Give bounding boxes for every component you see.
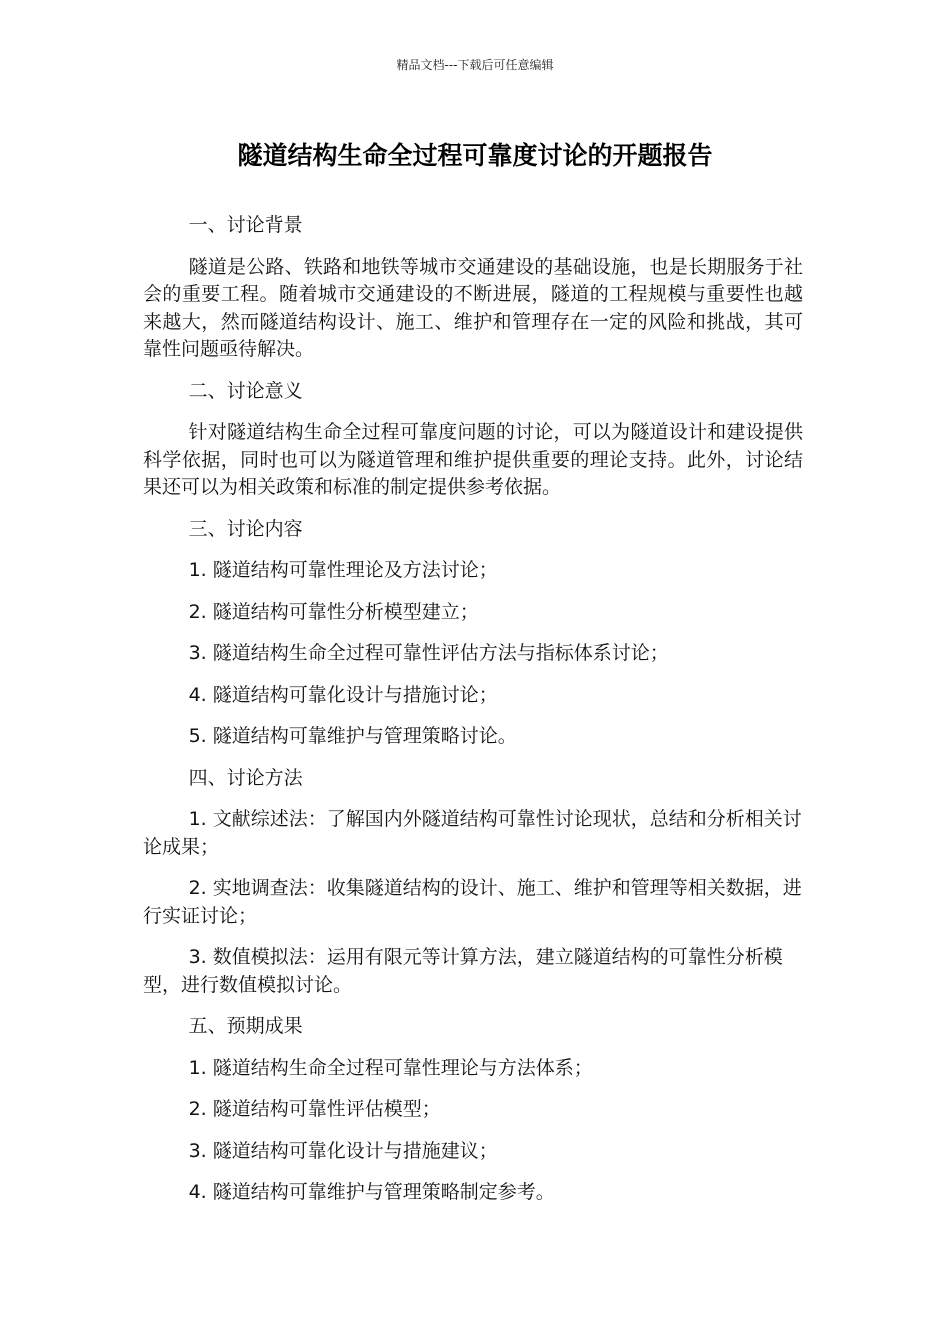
body-paragraph: 针对隧道结构生命全过程可靠度问题的讨论，可以为隧道设计和建设提供科学依据，同时也可以为隧道管理和维护提供重要的理论支持。此外，讨论结果还可以为相关政策和标准的制定提供参考依据。 bbox=[143, 421, 803, 498]
list-item: 3. 数值模拟法：运用有限元等计算方法，建立隧道结构的可靠性分析模型，进行数值模拟讨论。 bbox=[143, 946, 783, 996]
document-body bbox=[143, 212, 803, 1221]
list-item: 2. 隧道结构可靠性分析模型建立； bbox=[188, 600, 479, 623]
body-paragraph: 隧道是公路、铁路和地铁等城市交通建设的基础设施，也是长期服务于社会的重要工程。随着城市交通建设的不断进展，隧道的工程规模与重要性也越来越大，然而隧道结构设计、施工、维护和管理存在一定的风险和挑战，其可靠性问题亟待解决。 bbox=[143, 255, 803, 360]
section-heading: 四、讨论方法 bbox=[188, 766, 303, 789]
list-item: 4. 隧道结构可靠维护与管理策略制定参考。 bbox=[188, 1181, 555, 1203]
section-heading: 五、预期成果 bbox=[188, 1015, 303, 1037]
section-background bbox=[143, 212, 803, 364]
section-heading: 二、讨论意义 bbox=[188, 379, 303, 402]
list-item: 4. 隧道结构可靠化设计与措施讨论； bbox=[188, 683, 498, 706]
page-header-note: 精品文档---下载后可任意编辑 bbox=[396, 58, 554, 72]
list-item: 3. 隧道结构生命全过程可靠性评估方法与指标体系讨论； bbox=[188, 642, 669, 664]
section-heading: 一、讨论背景 bbox=[188, 214, 303, 236]
list-item: 1. 隧道结构可靠性理论及方法讨论； bbox=[188, 559, 498, 581]
list-item: 1. 隧道结构生命全过程可靠性理论与方法体系； bbox=[188, 1056, 593, 1079]
list-item: 5. 隧道结构可靠维护与管理策略讨论。 bbox=[188, 725, 517, 747]
section-expected-results bbox=[143, 1013, 803, 1207]
section-content bbox=[143, 516, 803, 751]
document-title: 隧道结构生命全过程可靠度讨论的开题报告 bbox=[237, 141, 713, 170]
list-item: 1. 文献综述法：了解国内外隧道结构可靠性讨论现状，总结和分析相关讨论成果； bbox=[143, 808, 802, 858]
list-item: 2. 实地调查法：收集隧道结构的设计、施工、维护和管理等相关数据，进行实证讨论； bbox=[143, 877, 802, 927]
section-heading: 三、讨论内容 bbox=[188, 517, 303, 540]
section-methods bbox=[143, 765, 803, 1000]
list-item: 2. 隧道结构可靠性评估模型； bbox=[188, 1098, 441, 1120]
list-item: 3. 隧道结构可靠化设计与措施建议； bbox=[188, 1139, 498, 1162]
section-significance bbox=[143, 378, 803, 502]
